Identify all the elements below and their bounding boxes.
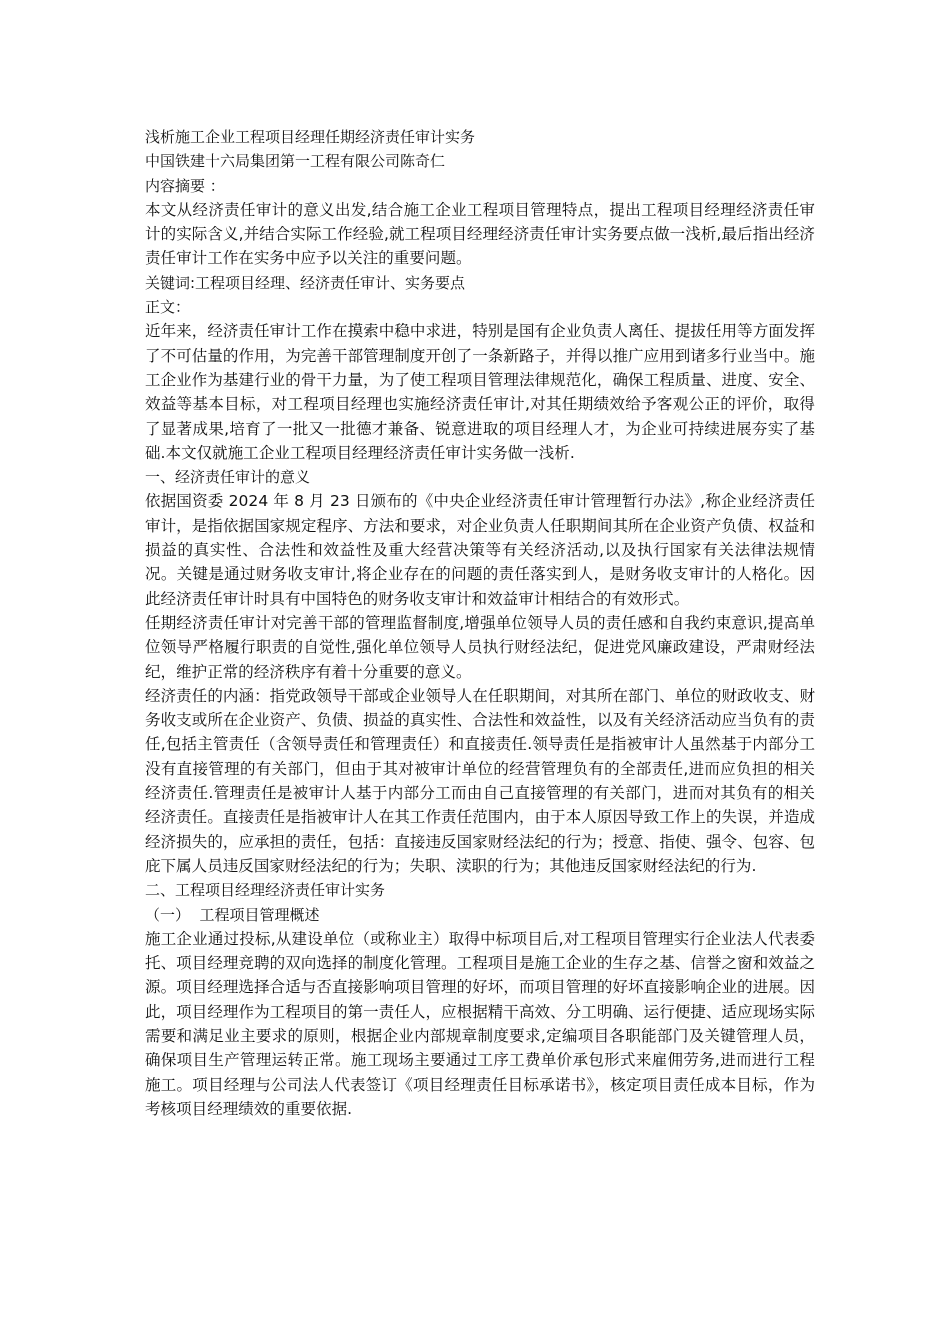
body-label: 正文： <box>145 298 191 317</box>
keywords-line: 关键词:工程项目经理、经济责任审计、实务要点 <box>145 273 466 292</box>
abstract-paragraph: 本文从经济责任审计的意义出发,结合施工企业工程项目管理特点，提出工程项目经理经济责任审计的实际含义,并结合实际工作经验,就工程项目经理经济责任审计实务要点做一浅析,最后指出经济责任审计工作在实务中应予以关注的重要问题。 <box>145 200 815 268</box>
intro-paragraph: 近年来，经济责任审计工作在摸索中稳中求进，特别是国有企业负责人离任、提拔任用等方面发挥了不可估量的作用，为完善干部管理制度开创了一条新路子，并得以推广应用到诸多行业当中。施工企业作为基建行业的骨干力量，为了使工程项目管理法律规范化，确保工程质量、进度、安全、效益等基本目标，对工程项目经理也实施经济责任审计,对其任期绩效给予客观公正的评价，取得了显著成果,培育了一批又一批德才兼备、锐意进取的项目经理人才，为企业可持续进展夯实了基础.本文仅就施工企业工程项目经理经济责任审计实务做一浅析. <box>145 322 815 462</box>
section-heading-2: 二、工程项目经理经济责任审计实务 <box>145 881 386 900</box>
abstract-label: 内容摘要 ： <box>145 176 225 195</box>
document-page <box>145 125 815 1121</box>
document-title: 浅析施工企业工程项目经理任期经济责任审计实务 <box>145 128 476 146</box>
subsection-heading-1: （一） 工程项目管理概述 <box>145 905 320 924</box>
section1-paragraph-1: 依据国资委 2024 年 8 月 23 日颁布的《中央企业经济责任审计管理暂行办法》,称企业经济责任审计，是指依据国家规定程序、方法和要求，对企业负责人任职期间其所在企业资产负债、权益和损益的真实性、合法性和效益性及重大经营决策等有关经济活动,以及执行国家有关法律法规情况。关键是通过财务收支审计,将企业存在的问题的责任落实到人，是财务收支审计的人格化。因此经济责任审计时具有中国特色的财务收支审计和效益审计相结合的有效形式。 <box>145 492 815 608</box>
section1-paragraph-3: 经济责任的内涵：指党政领导干部或企业领导人在任职期间，对其所在部门、单位的财政收支、财务收支或所在企业资产、负债、损益的真实性、合法性和效益性，以及有关经济活动应当负有的责任,包括主管责任（含领导责任和管理责任）和直接责任.领导责任是指被审计人虽然基于内部分工没有直接管理的有关部门，但由于其对被审计单位的经营管理负有的全部责任,进而应负担的相关经济责任.管理责任是被审计人基于内部分工而由自己直接管理的有关部门，进而对其负有的相关经济责任。直接责任是指被审计人在其工作责任范围内，由于本人原因导致工作上的失误，并造成经济损失的，应承担的责任，包括：直接违反国家财经法纪的行为；授意、指使、强令、包容、包庇下属人员违反国家财经法纪的行为；失职、渎职的行为；其他违反国家财经法纪的行为. <box>145 686 815 875</box>
section-heading-1: 一、经济责任审计的意义 <box>145 468 311 487</box>
section2-paragraph-1: 施工企业通过投标,从建设单位（或称业主）取得中标项目后,对工程项目管理实行企业法人代表委托、项目经理竞聘的双向选择的制度化管理。工程项目是施工企业的生存之基、信誉之窗和效益之源。项目经理选择合适与否直接影响项目管理的好坏，而项目管理的好坏直接影响企业的进展。因此，项目经理作为工程项目的第一责任人，应根据精干高效、分工明确、运行便捷、适应现场实际需要和满足业主要求的原则，根据企业内部规章制度要求,定编项目各职能部门及关键管理人员，确保项目生产管理运转正常。施工现场主要通过工序工费单价承包形式来雇佣劳务,进而进行工程施工。项目经理与公司法人代表签订《项目经理责任目标承诺书》，核定项目责任成本目标，作为考核项目经理绩效的重要依据. <box>145 929 815 1118</box>
section1-paragraph-2: 任期经济责任审计对完善干部的管理监督制度,增强单位领导人员的责任感和自我约束意识,提高单位领导严格履行职责的自觉性,强化单位领导人员执行财经法纪，促进党风廉政建设，严肃财经法纪，维护正常的经济秩序有着十分重要的意义。 <box>145 613 815 681</box>
author-line: 中国铁建十六局集团第一工程有限公司陈奇仁 <box>145 152 446 171</box>
